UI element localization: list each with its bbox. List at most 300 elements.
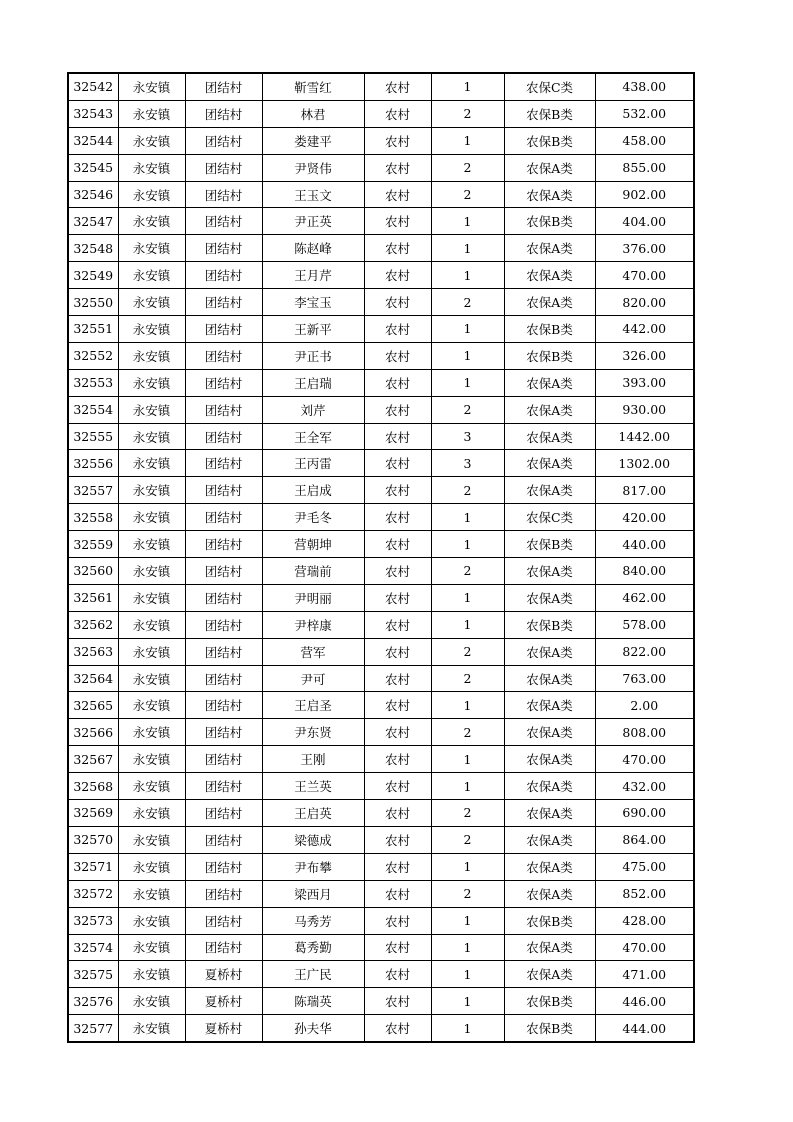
insurance-type-cell: 农保B类	[504, 342, 595, 369]
town-cell: 永安镇	[118, 477, 185, 504]
roster-body	[68, 73, 694, 1042]
area-type-cell: 农村	[364, 961, 431, 988]
insurance-type-cell: 农保A类	[504, 853, 595, 880]
household-count-cell: 1	[431, 746, 504, 773]
village-cell: 团结村	[185, 477, 262, 504]
village-cell: 夏桥村	[185, 988, 262, 1015]
roster-table	[67, 72, 695, 1043]
table-row	[68, 800, 694, 827]
town-cell: 永安镇	[118, 558, 185, 585]
town-cell: 永安镇	[118, 584, 185, 611]
name-cell: 林君	[262, 100, 364, 127]
household-count-cell: 1	[431, 934, 504, 961]
insurance-type-cell: 农保A类	[504, 800, 595, 827]
row-id-cell: 32554	[68, 396, 118, 423]
name-cell: 尹布攀	[262, 853, 364, 880]
name-cell: 葛秀勤	[262, 934, 364, 961]
amount-cell: 442.00	[595, 316, 694, 343]
row-id-cell: 32566	[68, 719, 118, 746]
town-cell: 永安镇	[118, 692, 185, 719]
area-type-cell: 农村	[364, 73, 431, 100]
area-type-cell: 农村	[364, 450, 431, 477]
name-cell: 王新平	[262, 316, 364, 343]
name-cell: 王启成	[262, 477, 364, 504]
household-count-cell: 2	[431, 154, 504, 181]
name-cell: 尹可	[262, 665, 364, 692]
area-type-cell: 农村	[364, 826, 431, 853]
table-row	[68, 504, 694, 531]
name-cell: 尹梓康	[262, 611, 364, 638]
name-cell: 王玉文	[262, 181, 364, 208]
area-type-cell: 农村	[364, 235, 431, 262]
table-row	[68, 531, 694, 558]
table-row	[68, 100, 694, 127]
household-count-cell: 1	[431, 584, 504, 611]
name-cell: 营朝坤	[262, 531, 364, 558]
amount-cell: 855.00	[595, 154, 694, 181]
town-cell: 永安镇	[118, 988, 185, 1015]
village-cell: 团结村	[185, 289, 262, 316]
town-cell: 永安镇	[118, 907, 185, 934]
row-id-cell: 32559	[68, 531, 118, 558]
row-id-cell: 32563	[68, 638, 118, 665]
area-type-cell: 农村	[364, 907, 431, 934]
amount-cell: 822.00	[595, 638, 694, 665]
name-cell: 王丙雷	[262, 450, 364, 477]
town-cell: 永安镇	[118, 1015, 185, 1042]
table-row	[68, 746, 694, 773]
area-type-cell: 农村	[364, 531, 431, 558]
insurance-type-cell: 农保B类	[504, 531, 595, 558]
village-cell: 团结村	[185, 638, 262, 665]
name-cell: 靳雪红	[262, 73, 364, 100]
village-cell: 团结村	[185, 154, 262, 181]
table-row	[68, 826, 694, 853]
row-id-cell: 32569	[68, 800, 118, 827]
village-cell: 团结村	[185, 826, 262, 853]
name-cell: 梁德成	[262, 826, 364, 853]
village-cell: 团结村	[185, 907, 262, 934]
row-id-cell: 32570	[68, 826, 118, 853]
name-cell: 尹毛冬	[262, 504, 364, 531]
table-row	[68, 262, 694, 289]
town-cell: 永安镇	[118, 961, 185, 988]
area-type-cell: 农村	[364, 934, 431, 961]
table-row	[68, 289, 694, 316]
amount-cell: 808.00	[595, 719, 694, 746]
area-type-cell: 农村	[364, 154, 431, 181]
row-id-cell: 32542	[68, 73, 118, 100]
amount-cell: 532.00	[595, 100, 694, 127]
row-id-cell: 32562	[68, 611, 118, 638]
table-row	[68, 773, 694, 800]
amount-cell: 2.00	[595, 692, 694, 719]
household-count-cell: 2	[431, 558, 504, 585]
village-cell: 团结村	[185, 369, 262, 396]
row-id-cell: 32549	[68, 262, 118, 289]
town-cell: 永安镇	[118, 800, 185, 827]
insurance-type-cell: 农保A类	[504, 692, 595, 719]
amount-cell: 470.00	[595, 746, 694, 773]
insurance-type-cell: 农保A类	[504, 584, 595, 611]
village-cell: 团结村	[185, 235, 262, 262]
insurance-type-cell: 农保B类	[504, 1015, 595, 1042]
amount-cell: 432.00	[595, 773, 694, 800]
row-id-cell: 32561	[68, 584, 118, 611]
amount-cell: 763.00	[595, 665, 694, 692]
household-count-cell: 1	[431, 1015, 504, 1042]
amount-cell: 446.00	[595, 988, 694, 1015]
village-cell: 团结村	[185, 719, 262, 746]
area-type-cell: 农村	[364, 127, 431, 154]
insurance-type-cell: 农保A类	[504, 423, 595, 450]
town-cell: 永安镇	[118, 235, 185, 262]
village-cell: 团结村	[185, 880, 262, 907]
insurance-type-cell: 农保C类	[504, 504, 595, 531]
household-count-cell: 1	[431, 611, 504, 638]
insurance-type-cell: 农保A类	[504, 369, 595, 396]
row-id-cell: 32558	[68, 504, 118, 531]
insurance-type-cell: 农保A类	[504, 154, 595, 181]
amount-cell: 444.00	[595, 1015, 694, 1042]
town-cell: 永安镇	[118, 826, 185, 853]
area-type-cell: 农村	[364, 558, 431, 585]
area-type-cell: 农村	[364, 611, 431, 638]
amount-cell: 470.00	[595, 934, 694, 961]
amount-cell: 578.00	[595, 611, 694, 638]
table-row	[68, 584, 694, 611]
row-id-cell: 32544	[68, 127, 118, 154]
amount-cell: 852.00	[595, 880, 694, 907]
amount-cell: 470.00	[595, 262, 694, 289]
area-type-cell: 农村	[364, 988, 431, 1015]
area-type-cell: 农村	[364, 665, 431, 692]
household-count-cell: 2	[431, 665, 504, 692]
name-cell: 王刚	[262, 746, 364, 773]
table-row	[68, 611, 694, 638]
area-type-cell: 农村	[364, 423, 431, 450]
insurance-type-cell: 农保A类	[504, 826, 595, 853]
amount-cell: 438.00	[595, 73, 694, 100]
area-type-cell: 农村	[364, 208, 431, 235]
row-id-cell: 32550	[68, 289, 118, 316]
amount-cell: 475.00	[595, 853, 694, 880]
village-cell: 团结村	[185, 611, 262, 638]
row-id-cell: 32546	[68, 181, 118, 208]
insurance-type-cell: 农保B类	[504, 611, 595, 638]
name-cell: 王月芹	[262, 262, 364, 289]
name-cell: 王全军	[262, 423, 364, 450]
amount-cell: 404.00	[595, 208, 694, 235]
village-cell: 团结村	[185, 531, 262, 558]
town-cell: 永安镇	[118, 746, 185, 773]
amount-cell: 1302.00	[595, 450, 694, 477]
amount-cell: 840.00	[595, 558, 694, 585]
row-id-cell: 32556	[68, 450, 118, 477]
insurance-type-cell: 农保B类	[504, 208, 595, 235]
village-cell: 团结村	[185, 342, 262, 369]
insurance-type-cell: 农保B类	[504, 316, 595, 343]
household-count-cell: 2	[431, 719, 504, 746]
amount-cell: 902.00	[595, 181, 694, 208]
row-id-cell: 32545	[68, 154, 118, 181]
row-id-cell: 32547	[68, 208, 118, 235]
row-id-cell: 32564	[68, 665, 118, 692]
area-type-cell: 农村	[364, 262, 431, 289]
village-cell: 团结村	[185, 665, 262, 692]
name-cell: 王启瑞	[262, 369, 364, 396]
household-count-cell: 2	[431, 289, 504, 316]
name-cell: 营军	[262, 638, 364, 665]
town-cell: 永安镇	[118, 450, 185, 477]
name-cell: 王启英	[262, 800, 364, 827]
area-type-cell: 农村	[364, 181, 431, 208]
insurance-type-cell: 农保A类	[504, 450, 595, 477]
amount-cell: 817.00	[595, 477, 694, 504]
row-id-cell: 32565	[68, 692, 118, 719]
row-id-cell: 32548	[68, 235, 118, 262]
area-type-cell: 农村	[364, 584, 431, 611]
name-cell: 尹正书	[262, 342, 364, 369]
village-cell: 团结村	[185, 100, 262, 127]
area-type-cell: 农村	[364, 504, 431, 531]
village-cell: 夏桥村	[185, 961, 262, 988]
name-cell: 尹明丽	[262, 584, 364, 611]
amount-cell: 462.00	[595, 584, 694, 611]
amount-cell: 458.00	[595, 127, 694, 154]
household-count-cell: 1	[431, 504, 504, 531]
household-count-cell: 1	[431, 907, 504, 934]
insurance-type-cell: 农保B类	[504, 907, 595, 934]
insurance-type-cell: 农保A类	[504, 665, 595, 692]
area-type-cell: 农村	[364, 369, 431, 396]
area-type-cell: 农村	[364, 289, 431, 316]
village-cell: 团结村	[185, 504, 262, 531]
name-cell: 孙夫华	[262, 1015, 364, 1042]
row-id-cell: 32573	[68, 907, 118, 934]
village-cell: 团结村	[185, 181, 262, 208]
town-cell: 永安镇	[118, 369, 185, 396]
town-cell: 永安镇	[118, 638, 185, 665]
area-type-cell: 农村	[364, 853, 431, 880]
village-cell: 团结村	[185, 127, 262, 154]
table-row	[68, 181, 694, 208]
table-row	[68, 961, 694, 988]
insurance-type-cell: 农保B类	[504, 127, 595, 154]
household-count-cell: 2	[431, 477, 504, 504]
table-row	[68, 154, 694, 181]
household-count-cell: 2	[431, 181, 504, 208]
name-cell: 王兰英	[262, 773, 364, 800]
area-type-cell: 农村	[364, 1015, 431, 1042]
table-row	[68, 477, 694, 504]
name-cell: 王广民	[262, 961, 364, 988]
table-row	[68, 934, 694, 961]
town-cell: 永安镇	[118, 289, 185, 316]
town-cell: 永安镇	[118, 396, 185, 423]
row-id-cell: 32551	[68, 316, 118, 343]
row-id-cell: 32568	[68, 773, 118, 800]
table-row	[68, 988, 694, 1015]
village-cell: 团结村	[185, 853, 262, 880]
name-cell: 王启圣	[262, 692, 364, 719]
insurance-type-cell: 农保A类	[504, 934, 595, 961]
insurance-type-cell: 农保A类	[504, 262, 595, 289]
household-count-cell: 1	[431, 531, 504, 558]
amount-cell: 440.00	[595, 531, 694, 558]
area-type-cell: 农村	[364, 477, 431, 504]
insurance-type-cell: 农保A类	[504, 961, 595, 988]
village-cell: 团结村	[185, 450, 262, 477]
insurance-type-cell: 农保A类	[504, 746, 595, 773]
town-cell: 永安镇	[118, 127, 185, 154]
table-row	[68, 235, 694, 262]
table-row	[68, 208, 694, 235]
household-count-cell: 2	[431, 396, 504, 423]
insurance-type-cell: 农保A类	[504, 477, 595, 504]
household-count-cell: 3	[431, 450, 504, 477]
row-id-cell: 32575	[68, 961, 118, 988]
town-cell: 永安镇	[118, 208, 185, 235]
town-cell: 永安镇	[118, 262, 185, 289]
amount-cell: 1442.00	[595, 423, 694, 450]
household-count-cell: 1	[431, 127, 504, 154]
household-count-cell: 1	[431, 853, 504, 880]
area-type-cell: 农村	[364, 342, 431, 369]
row-id-cell: 32577	[68, 1015, 118, 1042]
name-cell: 营瑞前	[262, 558, 364, 585]
area-type-cell: 农村	[364, 800, 431, 827]
table-row	[68, 342, 694, 369]
insurance-type-cell: 农保A类	[504, 181, 595, 208]
row-id-cell: 32576	[68, 988, 118, 1015]
insurance-type-cell: 农保A类	[504, 235, 595, 262]
village-cell: 团结村	[185, 934, 262, 961]
name-cell: 尹贤伟	[262, 154, 364, 181]
area-type-cell: 农村	[364, 773, 431, 800]
insurance-type-cell: 农保A类	[504, 396, 595, 423]
village-cell: 团结村	[185, 692, 262, 719]
town-cell: 永安镇	[118, 611, 185, 638]
town-cell: 永安镇	[118, 154, 185, 181]
table-row	[68, 558, 694, 585]
village-cell: 团结村	[185, 423, 262, 450]
row-id-cell: 32560	[68, 558, 118, 585]
name-cell: 梁西月	[262, 880, 364, 907]
name-cell: 陈赵峰	[262, 235, 364, 262]
insurance-type-cell: 农保B类	[504, 100, 595, 127]
name-cell: 尹东贤	[262, 719, 364, 746]
insurance-type-cell: 农保A类	[504, 719, 595, 746]
town-cell: 永安镇	[118, 342, 185, 369]
area-type-cell: 农村	[364, 100, 431, 127]
area-type-cell: 农村	[364, 880, 431, 907]
village-cell: 团结村	[185, 773, 262, 800]
town-cell: 永安镇	[118, 181, 185, 208]
household-count-cell: 1	[431, 208, 504, 235]
village-cell: 团结村	[185, 208, 262, 235]
amount-cell: 930.00	[595, 396, 694, 423]
name-cell: 尹正英	[262, 208, 364, 235]
row-id-cell: 32555	[68, 423, 118, 450]
town-cell: 永安镇	[118, 100, 185, 127]
amount-cell: 326.00	[595, 342, 694, 369]
town-cell: 永安镇	[118, 316, 185, 343]
household-count-cell: 1	[431, 316, 504, 343]
area-type-cell: 农村	[364, 638, 431, 665]
area-type-cell: 农村	[364, 396, 431, 423]
row-id-cell: 32571	[68, 853, 118, 880]
insurance-type-cell: 农保C类	[504, 73, 595, 100]
household-count-cell: 1	[431, 961, 504, 988]
town-cell: 永安镇	[118, 665, 185, 692]
name-cell: 娄建平	[262, 127, 364, 154]
row-id-cell: 32553	[68, 369, 118, 396]
insurance-type-cell: 农保A类	[504, 773, 595, 800]
row-id-cell: 32567	[68, 746, 118, 773]
row-id-cell: 32543	[68, 100, 118, 127]
town-cell: 永安镇	[118, 504, 185, 531]
amount-cell: 690.00	[595, 800, 694, 827]
household-count-cell: 1	[431, 988, 504, 1015]
area-type-cell: 农村	[364, 692, 431, 719]
household-count-cell: 2	[431, 100, 504, 127]
town-cell: 永安镇	[118, 934, 185, 961]
amount-cell: 471.00	[595, 961, 694, 988]
table-row	[68, 369, 694, 396]
table-row	[68, 1015, 694, 1042]
table-row	[68, 423, 694, 450]
table-row	[68, 316, 694, 343]
household-count-cell: 1	[431, 262, 504, 289]
amount-cell: 420.00	[595, 504, 694, 531]
name-cell: 李宝玉	[262, 289, 364, 316]
town-cell: 永安镇	[118, 773, 185, 800]
amount-cell: 376.00	[595, 235, 694, 262]
village-cell: 团结村	[185, 262, 262, 289]
household-count-cell: 1	[431, 235, 504, 262]
area-type-cell: 农村	[364, 719, 431, 746]
village-cell: 团结村	[185, 558, 262, 585]
household-count-cell: 3	[431, 423, 504, 450]
table-row	[68, 880, 694, 907]
amount-cell: 820.00	[595, 289, 694, 316]
village-cell: 团结村	[185, 800, 262, 827]
household-count-cell: 1	[431, 73, 504, 100]
table-row	[68, 450, 694, 477]
amount-cell: 393.00	[595, 369, 694, 396]
table-row	[68, 907, 694, 934]
village-cell: 团结村	[185, 316, 262, 343]
insurance-type-cell: 农保B类	[504, 988, 595, 1015]
village-cell: 夏桥村	[185, 1015, 262, 1042]
household-count-cell: 2	[431, 880, 504, 907]
name-cell: 刘芹	[262, 396, 364, 423]
name-cell: 马秀芳	[262, 907, 364, 934]
insurance-type-cell: 农保A类	[504, 558, 595, 585]
village-cell: 团结村	[185, 396, 262, 423]
household-count-cell: 2	[431, 800, 504, 827]
row-id-cell: 32552	[68, 342, 118, 369]
town-cell: 永安镇	[118, 423, 185, 450]
village-cell: 团结村	[185, 746, 262, 773]
area-type-cell: 农村	[364, 316, 431, 343]
table-row	[68, 127, 694, 154]
town-cell: 永安镇	[118, 880, 185, 907]
insurance-type-cell: 农保A类	[504, 638, 595, 665]
table-row	[68, 719, 694, 746]
household-count-cell: 1	[431, 773, 504, 800]
